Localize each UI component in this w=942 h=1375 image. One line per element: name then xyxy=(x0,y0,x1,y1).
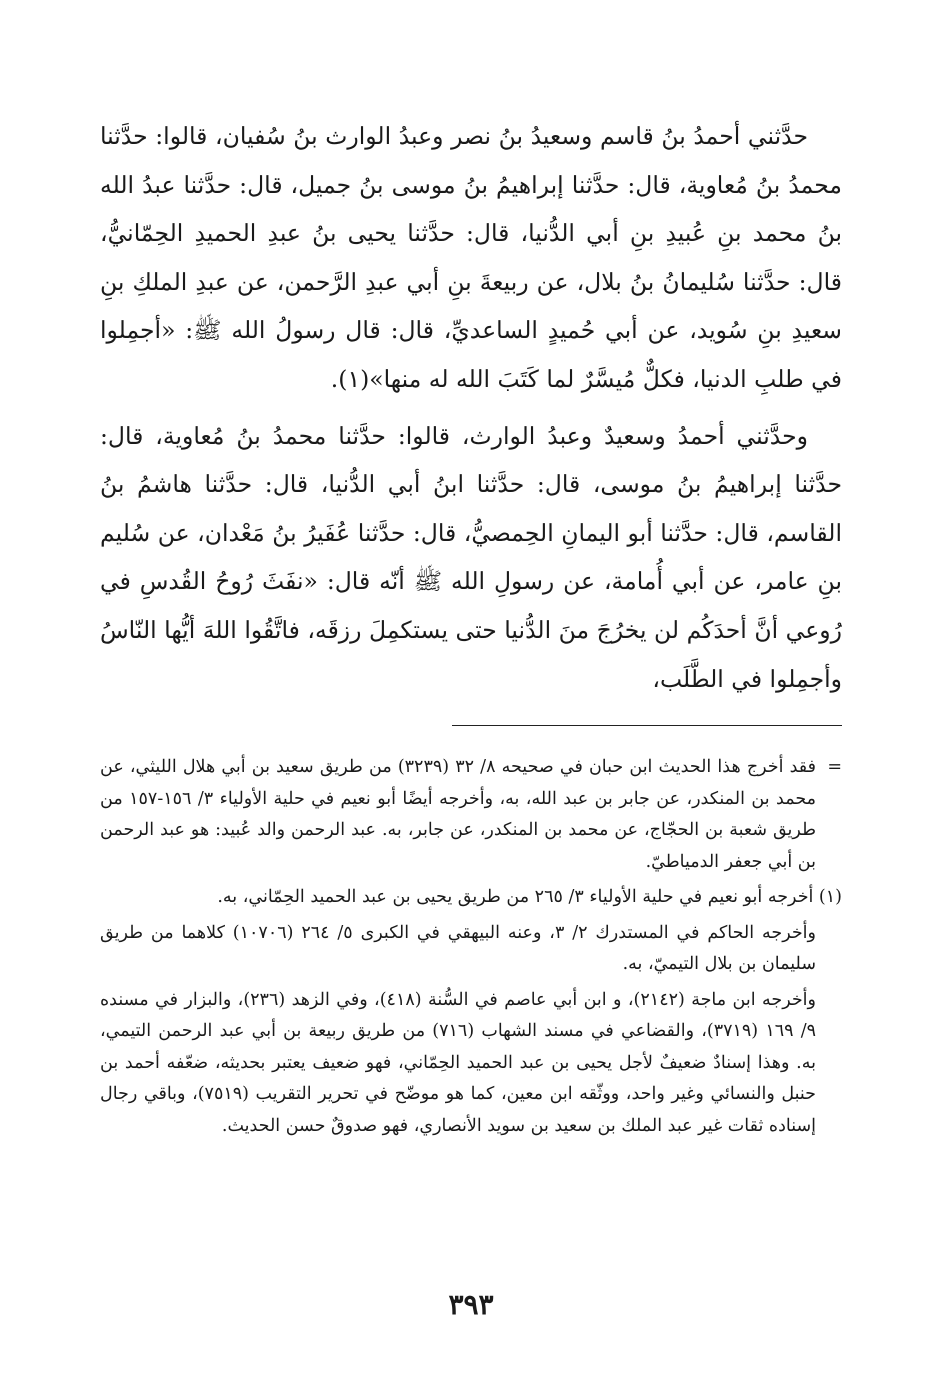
paragraph-2 xyxy=(100,412,842,704)
main-text xyxy=(100,112,842,711)
footnote-1: (١) أخرجه أبو نعيم في حلية الأولياء ٣/ ٢٦٥ من طريق يحيى بن عبد الحميد الحِمّاني، به. xyxy=(217,887,842,907)
footnote-1-para-3: وأخرجه ابن ماجة (٢١٤٢)، و ابن أبي عاصم في السُّنة (٤١٨)، وفي الزهد (٢٣٦)، والبزار في مسنده ٩/ ١٦٩ (٣٧١٩)، والقضاعي في مسند الشهاب (٧١٦) من طريق ربيعة بن أبي عبد الرحمن التيمي، به. وهذا إسنادٌ ضعيفٌ لأجل يحيى بن عبد الحميد الحِمّاني، فهو ضعيف يعتبر بحديثه، ضعّفه أحمد بن حنبل والنسائي وغير واحد، ووثّقه ابن معين، كما هو موضّح في تحرير التقريب (٧٥١٩)، وباقي رجال إسناده ثقات غير عبد الملك بن سعيد بن سويد الأنصاري، فهو صدوقٌ حسن الحديث. xyxy=(100,989,817,1136)
footnote-continuation-text: فقد أخرج هذا الحديث ابن حبان في صحيحه ٨/ ٣٢ (٣٢٣٩) من طريق سعيد بن أبي هلال الليثي، عن محمد بن المنكدر، عن جابر بن عبد الله، به، وأخرجه أيضًا أبو نعيم في حلية الأولياء ٣/ ١٥٦-١٥٧ من طريق شعبة بن الحجّاج، عن محمد بن المنكدر، عن جابر، به. عبد الرحمن والد عُبيد: هو عبد الرحمن بن أبي جعفر الدمياطيّ. xyxy=(100,757,816,872)
paragraph-2-text: وحدَّثني أحمدُ وسعيدٌ وعبدُ الوارث، قالوا: حدَّثنا محمدُ بنُ مُعاوية، قال: حدَّثنا إبراهيمُ بنُ موسى، قال: حدَّثنا ابنُ أبي الدُّنيا، قال: حدَّثنا هاشمُ بنُ القاسم، قال: حدَّثنا أبو اليمانِ الحِمصيُّ، قال: حدَّثنا عُفَيرُ بنُ مَعْدان، عن سُليم بنِ عامر، عن أبي أُمامة، عن رسولِ الله ﷺ أنّه قال: «نفَثَ رُوحُ القُدسِ في رُوعي أنَّ أحدَكُم لن يخرُجَ منَ الدُّنيا حتى يستكمِلَ رزقَه، فاتَّقُوا اللهَ أيُّها النّاسُ وأجمِلوا في الطَّلَب، xyxy=(100,421,842,693)
footnotes xyxy=(100,752,842,1146)
page-number: ٣٩٣ xyxy=(448,1288,494,1321)
footnote-1-para-2: وأخرجه الحاكم في المستدرك ٢/ ٣، وعنه البيهقي في الكبرى ٥/ ٢٦٤ (١٠٧٠٦) كلاهما من طريق سليمان بن بلال التيميّ، به. xyxy=(100,922,816,974)
footnote-separator xyxy=(452,725,842,726)
paragraph-1 xyxy=(100,112,842,404)
footnote-continuation xyxy=(100,752,842,878)
paragraph-1-text: حدَّثني أحمدُ بنُ قاسم وسعيدُ بنُ نصر وعبدُ الوارث بنُ سُفيان، قالوا: حدَّثنا محمدُ بنُ مُعاوية، قال: حدَّثنا إبراهيمُ بنُ موسى بنُ جميل، قال: حدَّثنا عبدُ الله بنُ محمد بنِ عُبيدِ بنِ أبي الدُّنيا، قال: حدَّثنا يحيى بنُ عبدِ الحميدِ الحِمّانيُّ، قال: حدَّثنا سُليمانُ بنُ بلال، عن ربيعةَ بنِ أبي عبدِ الرَّحمن، عن عبدِ الملكِ بنِ سعيدِ بنِ سُويد، عن أبي حُميدٍ الساعديِّ، قال: قال رسولُ الله ﷺ: «أجمِلوا في طلبِ الدنيا، فكلٌّ مُيسَّرٌ لما كَتَبَ الله له منها»(١). xyxy=(100,122,842,393)
continuation-mark: = xyxy=(827,757,842,777)
